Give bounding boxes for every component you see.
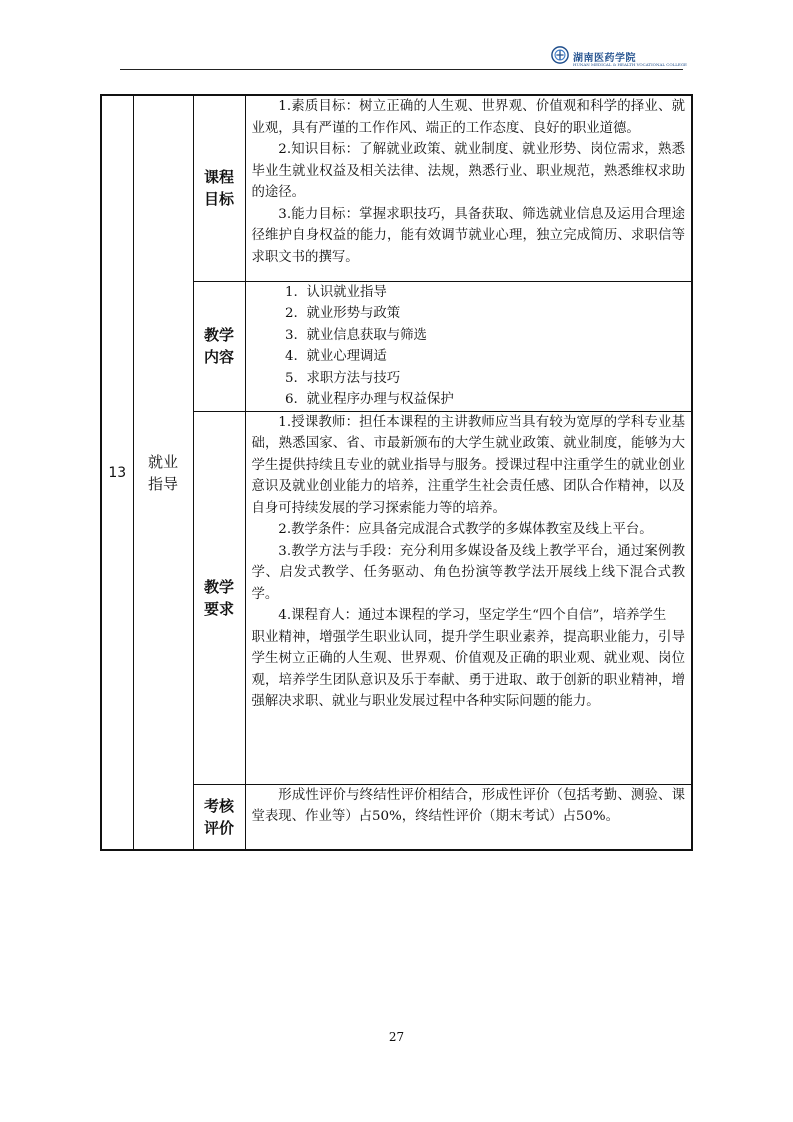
header-rule — [120, 69, 683, 70]
course-name-text: 就业指导 — [147, 452, 178, 493]
course-number: 13 — [101, 95, 133, 850]
college-name: 湖南医药学院 — [573, 53, 636, 64]
goal-paragraph: 2.知识目标：了解就业政策、就业制度、就业形势、岗位需求，熟悉毕业生就业权益及相关法律、法规，熟悉行业、职业规范，熟悉维权求助的途径。 — [251, 142, 685, 200]
requirement-paragraph: 3.教学方法与手段：充分利用多媒设备及线上教学平台，通过案例教学、启发式教学、任务驱动、角色扮演等教学法开展线上线下混合式教学。 — [251, 543, 685, 602]
table-row — [101, 95, 692, 281]
college-logo-icon — [551, 46, 569, 64]
page-number: 27 — [388, 1030, 405, 1044]
list-item: 5. 求职方法与技巧 — [285, 370, 401, 386]
goal-paragraph: 1.素质目标：树立正确的人生观、世界观、价值观和科学的择业、就业观，具有严谨的工作作风、端正的工作态度、良好的职业道德。 — [251, 99, 685, 136]
row-label-goals — [193, 95, 245, 281]
content-list-cell — [245, 281, 692, 411]
requirement-paragraph: 职业精神，增强学生职业认同，提升学生职业素养，提高职业能力，引导学生树立正确的人生观、世界观、价值观及正确的职业观、就业观、岗位观，培养学生团队意识及乐于奉献、勇于进取、敢于创新的职业精神，增强解决求职、就业与职业发展过程中各种实际问题的能力。 — [251, 629, 685, 709]
requirement-paragraph: 4.课程育人：通过本课程的学习，坚定学生“四个自信”，培养学生 — [278, 608, 667, 623]
college-name-en: HUNAN MEDICAL & HEALTH VOCATIONAL COLLEGE — [573, 62, 687, 67]
list-item: 3. 就业信息获取与筛选 — [285, 327, 427, 343]
row-label-text: 考核评价 — [203, 796, 234, 837]
course-name — [133, 95, 193, 850]
row-label-assessment — [193, 784, 245, 850]
requirements-content — [245, 411, 692, 784]
goals-content — [245, 95, 692, 281]
course-table — [100, 94, 693, 851]
list-item: 6. 就业程序办理与权益保护 — [285, 392, 454, 407]
row-label-requirements — [193, 411, 245, 784]
requirement-paragraph: 1.授课教师：担任本课程的主讲教师应当具有较为宽厚的学科专业基础，熟悉国家、省、市最新颁布的大学生就业政策、就业制度，能够为大学生提供持续且专业的就业指导与服务。授课过程中注重学生的就业创业意识及就业创业能力的培养，注重学生社会责任感、团队合作精神，以及自身可持续发展的学习探索能力等的培养。 — [251, 414, 685, 516]
assessment-paragraph: 形成性评价与终结性评价相结合，形成性评价（包括考勤、测验、课堂表现、作业等）占50%，终结性评价（期末考试）占50%。 — [251, 787, 685, 824]
row-label-text: 课程目标 — [203, 168, 234, 209]
row-label-text: 教学要求 — [203, 577, 234, 618]
list-item: 1. 认识就业指导 — [285, 284, 387, 300]
row-label-content — [193, 281, 245, 411]
row-label-text: 教学内容 — [203, 326, 234, 366]
list-item: 4. 就业心理调适 — [285, 349, 387, 364]
assessment-content — [245, 784, 692, 850]
requirement-paragraph: 2.教学条件：应具备完成混合式教学的多媒体教室及线上平台。 — [278, 522, 653, 537]
goal-paragraph: 3.能力目标：掌握求职技巧，具备获取、筛选就业信息及运用合理途径维护自身权益的能力，能有效调节就业心理，独立完成简历、求职信等求职文书的撰写。 — [251, 206, 685, 265]
content-list — [252, 282, 686, 411]
list-item: 2. 就业形势与政策 — [285, 306, 401, 321]
